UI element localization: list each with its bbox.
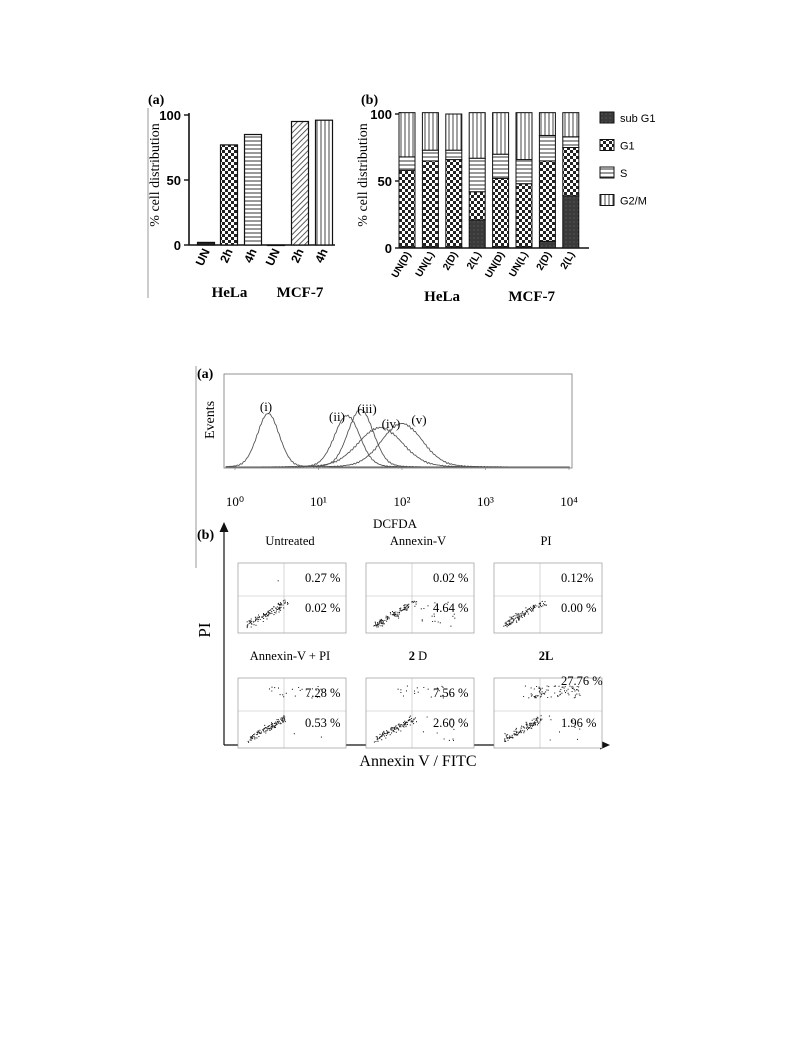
histogram-curve [226,427,570,467]
x-axis-label: Annexin V / FITC [359,753,477,770]
bar-segment [422,150,438,161]
lower-right-percent: 0.02 % [305,601,341,615]
y-axis-label: Events [203,400,218,440]
plot-title: Annexin-V [389,534,447,548]
legend-label: G2/M [620,195,647,208]
bar-segment [446,160,462,247]
legend [600,112,655,208]
bar-segment [446,114,462,150]
annexin-scatter-grid [195,522,610,770]
legend-label: sub G1 [620,113,656,125]
plot-title [539,649,554,663]
bar-segment [516,160,532,184]
bar-segment [516,184,532,247]
x-tick-label: 2(D) [441,250,461,273]
plot-title [409,649,427,663]
group-label-hela: HeLa [424,289,461,305]
panel-label-b: (b) [361,93,379,108]
upper-right-percent: 7.28 % [305,686,341,700]
legend-swatch [600,112,614,123]
plot-title-rest: 2 [538,649,545,663]
scatter-plot [238,649,346,748]
x-tick-label: 2(L) [558,250,578,272]
x-tick-label: 10⁰ [225,494,245,509]
panel-label-b: (b) [197,528,215,543]
lower-right-percent: 2.60 % [433,716,469,730]
series-label: (v) [411,412,427,427]
upper-right-percent: 0.12% [561,571,594,585]
legend-swatch [600,195,614,206]
group-label-hela: HeLa [211,285,248,301]
bar-segment [469,113,485,159]
bar-segment [422,161,438,247]
x-tick-label: UN [192,246,213,268]
x-tick-label: 10² [393,494,411,509]
bar [245,135,262,246]
bar-segment [563,113,579,137]
bar [292,122,309,246]
panel-label-a: (a) [197,367,214,382]
bar-segment [539,161,555,241]
series-label: (i) [259,399,273,414]
y-tick-label: 50 [377,174,392,189]
bar-segment [516,113,532,160]
y-axis-label: PI [195,622,214,638]
bar-segment [563,148,579,196]
lower-right-percent: 0.53 % [305,716,341,730]
series-label: (ii) [329,409,345,424]
bar-chart-a [148,93,335,301]
x-tick-label: UN [262,246,283,268]
bar-segment [469,158,485,192]
x-tick-label: 2(L) [465,250,484,272]
legend-label: S [620,168,628,180]
x-tick-label: UN(L) [507,250,531,280]
legend-label: G1 [620,140,635,153]
bar-segment [493,154,509,178]
bar-segment [399,113,415,157]
bar-segment [422,113,438,151]
x-tick-label: 4h [312,246,331,265]
x-tick-label: 10¹ [310,494,327,509]
bar [316,120,333,245]
x-tick-label: 2h [217,246,236,265]
x-tick-label: 10³ [477,494,494,509]
x-tick-label: UN(D) [389,250,414,281]
legend-swatch [600,140,614,151]
scatter-plot [366,534,474,633]
x-tick-label: 2(D) [534,250,554,273]
bar-segment [399,170,415,246]
legend-swatch [600,167,614,178]
scatter-plot [366,649,474,748]
bar-segment [563,196,579,248]
bar-segment [469,220,485,248]
upper-right-percent: 7.56 % [433,686,469,700]
stacked-bar-chart-b [356,93,655,305]
y-tick-label: 100 [370,107,392,122]
scatter-plot [494,534,602,633]
plot-title: Annexin-V + PI [249,649,331,663]
plot-title: PI [540,534,552,548]
upper-right-percent: 27.76 % [561,674,603,688]
group-label-mcf7: MCF-7 [508,289,556,305]
bar-segment [563,137,579,148]
bar-segment [539,113,555,136]
bar [198,242,215,245]
lower-right-percent: 1.96 % [561,716,597,730]
scatter-plot [494,649,603,748]
bar [268,245,285,246]
plot-title-rest: D [415,649,428,663]
y-axis-label: % cell distribution [148,123,163,227]
bar-segment [469,192,485,220]
x-axis-label: DCFDA [372,516,418,531]
x-tick-label: 2h [288,246,307,265]
plot-title-bold: L [544,649,554,663]
x-tick-label: UN(D) [483,250,508,281]
x-tick-label: UN(L) [413,250,437,280]
x-tick-label: 4h [241,246,260,265]
plot-title-bold: 2 [408,649,416,663]
upper-right-percent: 0.27 % [305,571,341,585]
bar-segment [539,241,555,248]
lower-right-percent: 4.64 % [433,601,469,615]
bar [221,145,238,245]
upper-right-percent: 0.02 % [433,571,469,585]
bar-segment [493,113,509,155]
bar-segment [539,135,555,160]
y-tick-label: 50 [166,173,181,188]
series-label: (iv) [381,416,401,431]
bar-segment [446,150,462,159]
x-tick-label: 10⁴ [560,494,578,509]
group-label-mcf7: MCF-7 [276,285,324,301]
bar-segment [493,178,509,246]
scatter-plot [238,534,346,633]
y-tick-label: 0 [384,241,392,256]
histogram-chart [196,366,578,568]
y-tick-label: 100 [159,108,181,123]
lower-right-percent: 0.00 % [561,601,597,615]
bar-segment [399,157,415,170]
panel-label-a: (a) [148,93,165,108]
y-tick-label: 0 [173,238,181,253]
plot-title: Untreated [265,534,315,548]
series-label: (iii) [357,401,377,416]
y-axis-label: % cell distribution [356,123,371,227]
y-axis-arrow-icon [220,522,229,532]
